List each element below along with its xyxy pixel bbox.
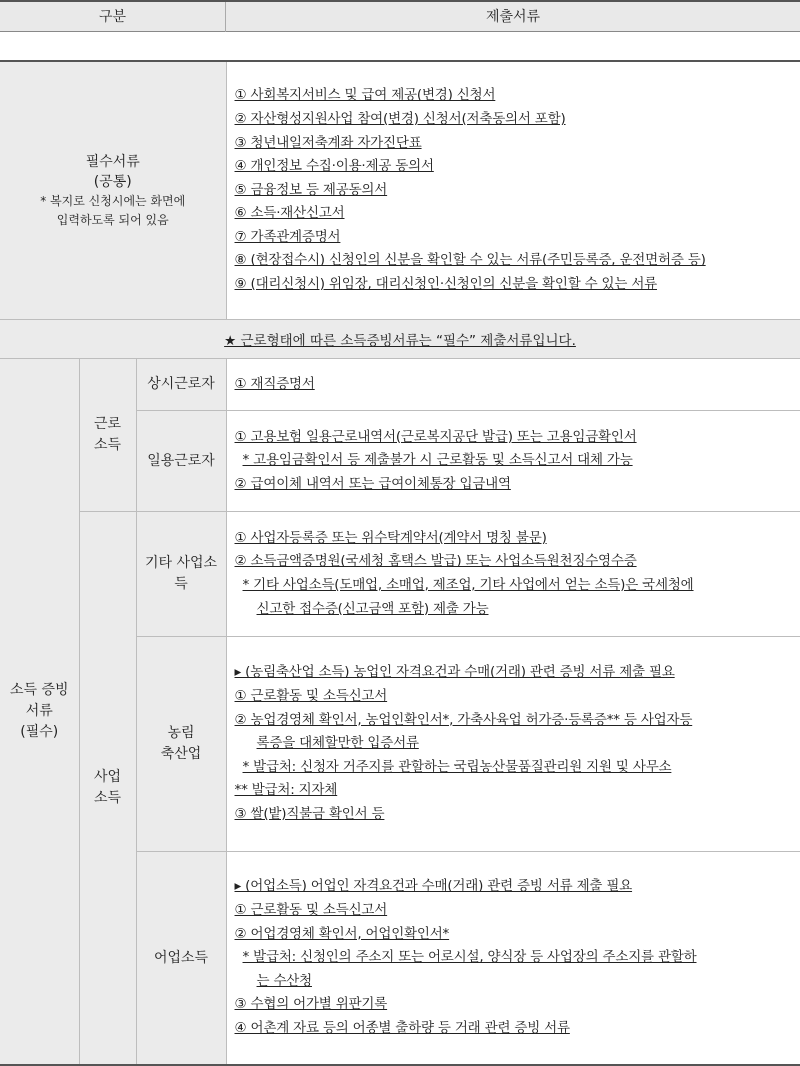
header-category: 구분 (0, 2, 226, 32)
list-item: ① 고용보험 일용근로내역서(근로복지공단 발급) 또는 고용임금확인서 (234, 428, 637, 445)
business-income-label-cell (79, 512, 136, 1066)
list-item: ② 자산형성지원사업 참여(변경) 신청서(저축동의서 포함) (234, 110, 566, 127)
labor-income-label-cell (79, 359, 136, 512)
income-proof-label: 소득 증빙 (9, 682, 69, 698)
regular-worker-docs (226, 359, 800, 411)
business-income-label: 사업 (93, 769, 122, 785)
table-row (0, 512, 800, 637)
income-proof-label: 서류 (25, 703, 53, 719)
list-item: ① 근로활동 및 소득신고서 (234, 902, 388, 919)
required-docs-note: 입력하도록 되어 있음 (56, 212, 169, 227)
list-item: ⑧ (현장접수시) 신청인의 신분을 확인할 수 있는 서류(주민등록증, 운전면허증 등) (234, 252, 706, 269)
list-item: 는 수산청 (256, 972, 312, 989)
required-docs-label-cell (0, 61, 226, 320)
list-item: ⑨ (대리신청시) 위임장, 대리신청인·신청인의 신분을 확인할 수 있는 서류 (234, 276, 658, 293)
list-item: ① 사업자등록증 또는 위수탁계약서(계약서 명칭 불문) (234, 529, 547, 546)
list-item: ⑦ 가족관계증명서 (234, 228, 341, 245)
list-item: ③ 쌀(밭)직불금 확인서 등 (234, 805, 385, 822)
required-docs-list (226, 61, 800, 320)
table-row (0, 320, 800, 359)
list-item: * 기타 사업소득(도매업, 소매업, 제조업, 기타 사업에서 얻는 소득)은 국세청에 (242, 577, 694, 593)
labor-income-label: 소득 (93, 437, 122, 453)
agriculture-label: 농림 (167, 725, 195, 741)
required-docs-label: 필수서류 (85, 153, 140, 170)
other-business-label: 기타 사업소 (144, 555, 218, 571)
other-business-label-cell (136, 512, 226, 637)
documents-table (0, 60, 800, 1066)
other-business-label: 득 (174, 576, 188, 592)
agriculture-label-cell (136, 637, 226, 852)
list-item: ▸ (어업소득) 어업인 자격요건과 수매(거래) 관련 증빙 서류 제출 필요 (234, 878, 633, 895)
table-header (0, 0, 800, 32)
agriculture-docs (226, 637, 800, 852)
business-income-label: 소득 (93, 790, 122, 806)
list-item: ① 근로활동 및 소득신고서 (234, 688, 388, 705)
list-item: ② 소득금액증명원(국세청 홈택스 발급) 또는 사업소득원천징수영수증 (234, 553, 637, 570)
labor-income-label: 근로 (93, 416, 122, 432)
list-item: * 발급처: 신청자 거주지를 관할하는 국립농산물품질관리원 지원 및 사무소 (242, 758, 672, 775)
list-item: ① 사회복지서비스 및 급여 제공(변경) 신청서 (234, 87, 496, 104)
daily-worker-label: 일용근로자 (136, 411, 226, 512)
list-item: * 고용임금확인서 등 제출불가 시 근로활동 및 소득신고서 대체 가능 (242, 452, 633, 469)
required-docs-common: (공통) (93, 173, 132, 190)
table-row (0, 61, 800, 320)
list-item: ② 급여이체 내역서 또는 급여이체통장 입금내역 (234, 475, 511, 492)
income-proof-label-cell (0, 359, 79, 1066)
list-item: ① 재직증명서 (234, 375, 315, 392)
list-item: 록증을 대체할만한 입증서류 (256, 735, 419, 752)
list-item: ** 발급처: 지자체 (234, 782, 338, 799)
list-item: ④ 개인정보 수집·이용·제공 동의서 (234, 158, 434, 175)
fishery-docs (226, 852, 800, 1066)
agriculture-label: 축산업 (160, 746, 202, 762)
income-proof-label: (필수) (20, 724, 59, 740)
list-item: 신고한 접수증(신고금액 포함) 제출 가능 (256, 600, 489, 617)
list-item: ▸ (농림축산업 소득) 농업인 자격요건과 수매(거래) 관련 증빙 서류 제출 필요 (234, 664, 675, 681)
table-row (0, 359, 800, 411)
list-item: ③ 수협의 어가별 위판기록 (234, 996, 388, 1013)
notice-text: ★ 근로형태에 따른 소득증빙서류는 “필수” 제출서류입니다. (0, 320, 800, 359)
list-item: * 발급처: 신청인의 주소지 또는 어로시설, 양식장 등 사업장의 주소지를 관할하 (242, 949, 697, 966)
required-docs-note: * 복지로 신청시에는 화면에 (40, 193, 186, 208)
other-business-docs (226, 512, 800, 637)
daily-worker-docs (226, 411, 800, 512)
list-item: ⑤ 금융정보 등 제공동의서 (234, 181, 388, 198)
header-documents: 제출서류 (485, 9, 541, 25)
list-item: ④ 어촌계 자료 등의 어종별 출하량 등 거래 관련 증빙 서류 (234, 1019, 570, 1036)
regular-worker-label: 상시근로자 (136, 359, 226, 411)
fishery-label: 어업소득 (136, 852, 226, 1066)
list-item: ⑥ 소득·재산신고서 (234, 205, 345, 222)
list-item: ② 어업경영체 확인서, 어업인확인서* (234, 925, 450, 942)
list-item: ② 농업경영체 확인서, 농업인확인서*, 가축사육업 허가증·등록증** 등 사업자등 (234, 711, 693, 728)
list-item: ③ 청년내일저축계좌 자가진단표 (234, 134, 422, 151)
